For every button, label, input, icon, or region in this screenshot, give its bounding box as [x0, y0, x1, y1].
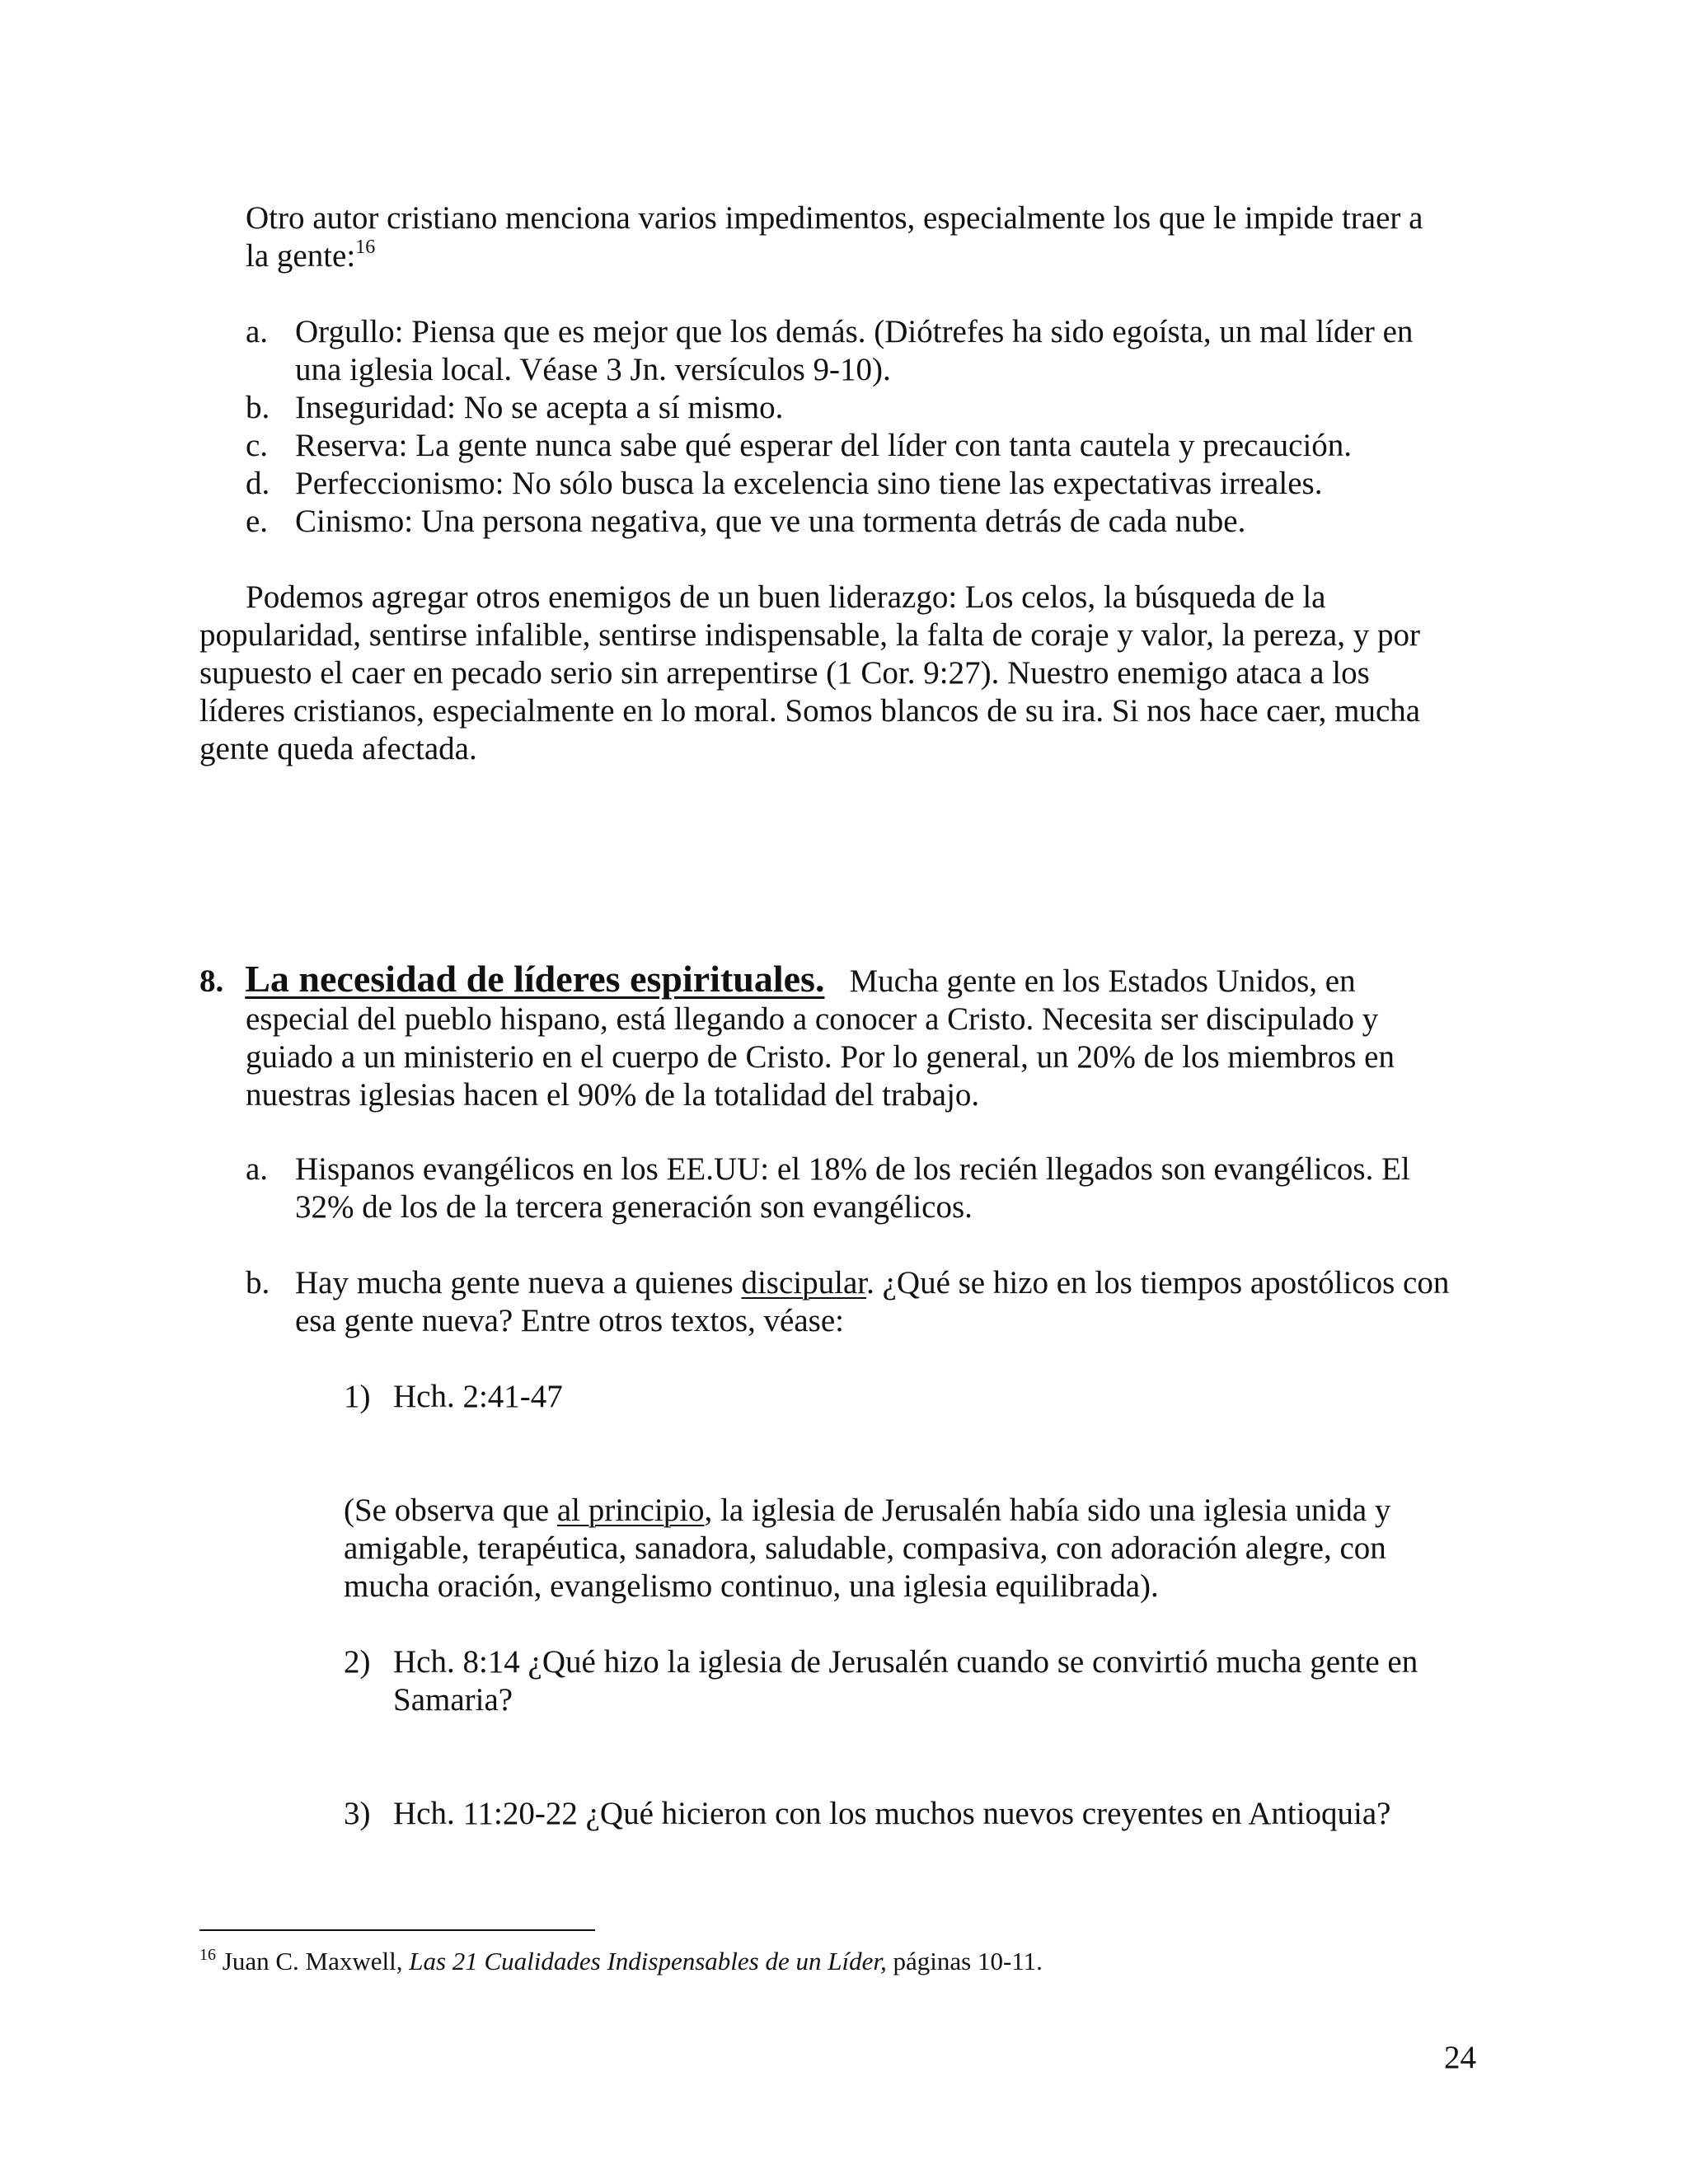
footnote-author: Juan C. Maxwell, [222, 1947, 403, 1975]
sub-item-2 [344, 1643, 1418, 1719]
sub-item-3-text: Hch. 11:20-22 ¿Qué hicieron con los muchos nuevos creyentes en Antioquia? [393, 1796, 1391, 1831]
enemies-line-2: popularidad, sentirse infalible, sentirse indispensable, la falta de coraje y valor, la pereza, y por [199, 617, 1420, 653]
sub-marker: 2) [344, 1644, 371, 1680]
sub-item-2-line-1: Hch. 8:14 ¿Qué hizo la iglesia de Jerusalén cuando se convirtió mucha gente en [393, 1644, 1418, 1680]
impediment-d-text: Perfeccionismo: No sólo busca la excelencia sino tiene las expectativas irreales. [295, 466, 1323, 501]
item-b-text-after: . ¿Qué se hizo en los tiempos apostólicos con [866, 1265, 1450, 1301]
intro-line-2 [246, 237, 1423, 275]
section-title: La necesidad de líderes espirituales. [245, 958, 825, 1000]
impediment-b-text: Inseguridad: No se acepta a sí mismo. [295, 390, 784, 425]
item-a-line-1: Hispanos evangélicos en los EE.UU: el 18% de los recién llegados son evangélicos. El [295, 1151, 1410, 1187]
list-marker: a. [246, 314, 269, 349]
footnote-pages: páginas 10-11. [893, 1947, 1043, 1975]
footnote [199, 1947, 1043, 1976]
observation-text-before: (Se observa que [344, 1493, 557, 1528]
section-8-line-3: guiado a un ministerio en el cuerpo de Cristo. Por lo general, un 20% de los miembros en [246, 1039, 1395, 1075]
sub-item-3 [344, 1795, 1391, 1833]
section-8 [199, 960, 1395, 1114]
intro-line-1: Otro autor cristiano menciona varios impedimentos, especialmente los que le impide traer a [246, 200, 1423, 236]
section-8-line-2: especial del pueblo hispano, está llegando a conocer a Cristo. Necesita ser discipulado y [246, 1001, 1379, 1037]
footnote-number: 16 [199, 1946, 216, 1964]
sub-marker: 1) [344, 1379, 371, 1414]
sub-item-1 [344, 1378, 563, 1416]
enemies-line-3: supuesto el caer en pecado serio sin arrepentirse (1 Cor. 9:27). Nuestro enemigo ataca a los [199, 655, 1370, 691]
list-marker: b. [246, 390, 270, 425]
impediment-item-a [246, 313, 1413, 389]
observation-line-3: mucha oración, evangelismo continuo, una iglesia equilibrada). [344, 1568, 1159, 1604]
impediment-c-text: Reserva: La gente nunca sabe qué esperar del líder con tanta cautela y precaución. [295, 428, 1353, 463]
impediment-a-line-1: Orgullo: Piensa que es mejor que los demás. (Diótrefes ha sido egoísta, un mal líder en [295, 314, 1414, 349]
item-a-line-2: 32% de los de la tercera generación son evangélicos. [295, 1189, 973, 1225]
impediment-item-d [246, 465, 1322, 503]
footnote-separator [199, 1929, 595, 1931]
observation-line-2: amigable, terapéutica, sanadora, saludable, compasiva, con adoración alegre, con [344, 1530, 1386, 1566]
page-number: 24 [1444, 2040, 1476, 2075]
enemies-paragraph [199, 579, 1420, 768]
list-marker: b. [246, 1265, 270, 1301]
list-marker: d. [246, 466, 270, 501]
section-8-line-4: nuestras iglesias hacen el 90% de la totalidad del trabajo. [246, 1077, 980, 1113]
footnote-ref: 16 [355, 237, 376, 258]
observation-paragraph [344, 1492, 1390, 1605]
intro-paragraph [246, 199, 1423, 275]
enemies-line-1: Podemos agregar otros enemigos de un buen liderazgo: Los celos, la búsqueda de la [246, 579, 1326, 615]
section-8-heading-line [199, 960, 1395, 1001]
sub-item-1-text: Hch. 2:41-47 [393, 1379, 563, 1414]
impediment-item-b [246, 389, 783, 427]
observation-line-1 [344, 1492, 1390, 1530]
section-8-intro-rest: Mucha gente en los Estados Unidos, en [849, 963, 1356, 999]
item-b-line-1 [246, 1264, 1449, 1302]
list-marker: c. [246, 428, 269, 463]
impediment-item-c [246, 427, 1352, 465]
observation-text-after: , la iglesia de Jerusalén había sido una iglesia unida y [704, 1493, 1391, 1528]
section-number: 8. [199, 963, 224, 999]
item-b-text-before: Hay mucha gente nueva a quienes [295, 1265, 742, 1301]
enemies-line-5: gente queda afectada. [199, 731, 477, 766]
section-8-item-b [246, 1264, 1449, 1340]
intro-line-2-text: la gente: [246, 238, 356, 274]
sub-marker: 3) [344, 1796, 371, 1831]
impediment-a-line-2: una iglesia local. Véase 3 Jn. versículos 9-10). [295, 352, 891, 387]
observation-underlined-phrase: al principio [556, 1493, 705, 1528]
impediment-item-e [246, 503, 1245, 541]
list-marker: e. [246, 504, 269, 539]
item-b-underlined-word: discipular [741, 1265, 867, 1301]
enemies-line-4: líderes cristianos, especialmente en lo moral. Somos blancos de su ira. Si nos hace caer, mucha [199, 693, 1421, 729]
footnote-book-title: Las 21 Cualidades Indispensables de un Líder, [409, 1947, 887, 1975]
item-b-line-2: esa gente nueva? Entre otros textos, véase: [295, 1303, 844, 1338]
impediment-e-text: Cinismo: Una persona negativa, que ve una tormenta detrás de cada nube. [295, 504, 1246, 539]
list-marker: a. [246, 1151, 269, 1187]
sub-item-2-line-2: Samaria? [393, 1682, 513, 1718]
section-8-item-a [246, 1151, 1410, 1226]
